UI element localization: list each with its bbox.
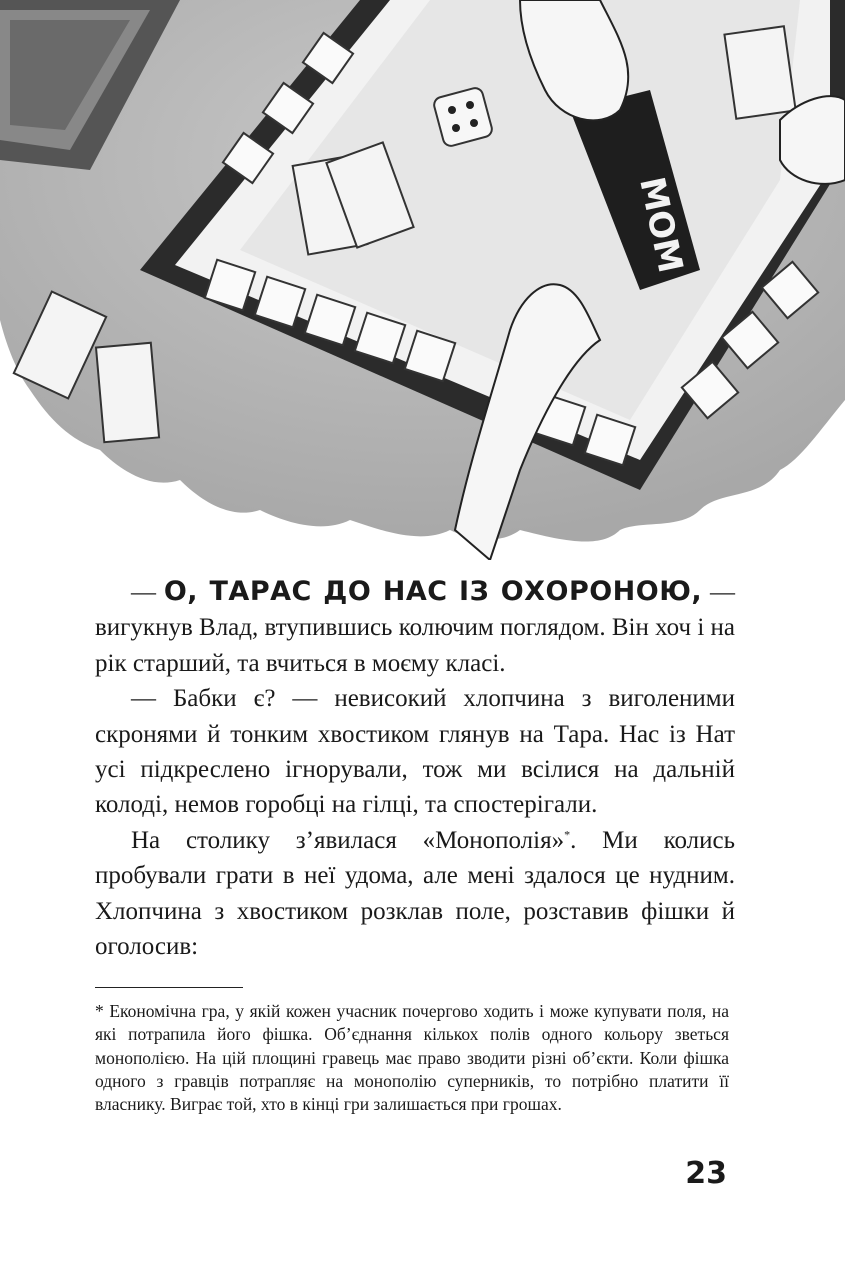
paragraph-1-rest: — вигукнув Влад, втупившись колючим поглядом. Він хоч і на рік старший, та вчиться в моєму класі. bbox=[95, 579, 736, 677]
shout-phrase: О, ТАРАС ДО НАС ІЗ ОХОРОНОЮ, bbox=[163, 576, 703, 607]
dash-open: — bbox=[131, 579, 164, 606]
body-text bbox=[95, 574, 735, 964]
paragraph-3-after: . Ми колись пробували грати в неї удома, але мені здалося це нудним. Хлопчина з хвостиком розклав поле, розставив фішки й оголосив: bbox=[95, 826, 735, 961]
paragraph-3 bbox=[95, 823, 735, 965]
footnote-mark: * bbox=[564, 827, 571, 842]
footnote-divider bbox=[95, 987, 243, 988]
banner-letters: МОМ bbox=[631, 173, 691, 277]
page-number: 23 bbox=[685, 1156, 727, 1191]
paragraph-3-before: На столику з’явилася «Монополія» bbox=[131, 826, 565, 854]
paragraph-2: — Бабки є? — невисокий хлопчина з виголеними скронями й тонким хвостиком глянув на Тара. Нас із Нат усі підкреслено ігнорували, тож ми всілися на дальній колоді, немов горобці на гілці, та спостерігали. bbox=[95, 685, 735, 819]
paragraph-1 bbox=[95, 574, 735, 681]
monopoly-board-illustration bbox=[0, 0, 845, 560]
footnote: * Економічна гра, у якій кожен учасник почергово ходить і може купувати поля, на які потрапила його фішка. Об’єднання кількох полів одного кольору зветься монополією. На цій площині гравець має право зводити різні об’єкти. Коли фішка одного з гравців потрапляє на монополію суперників, то потрібно платити її власнику. Виграє той, хто в кінці гри залишається при грошах. bbox=[95, 1001, 729, 1115]
